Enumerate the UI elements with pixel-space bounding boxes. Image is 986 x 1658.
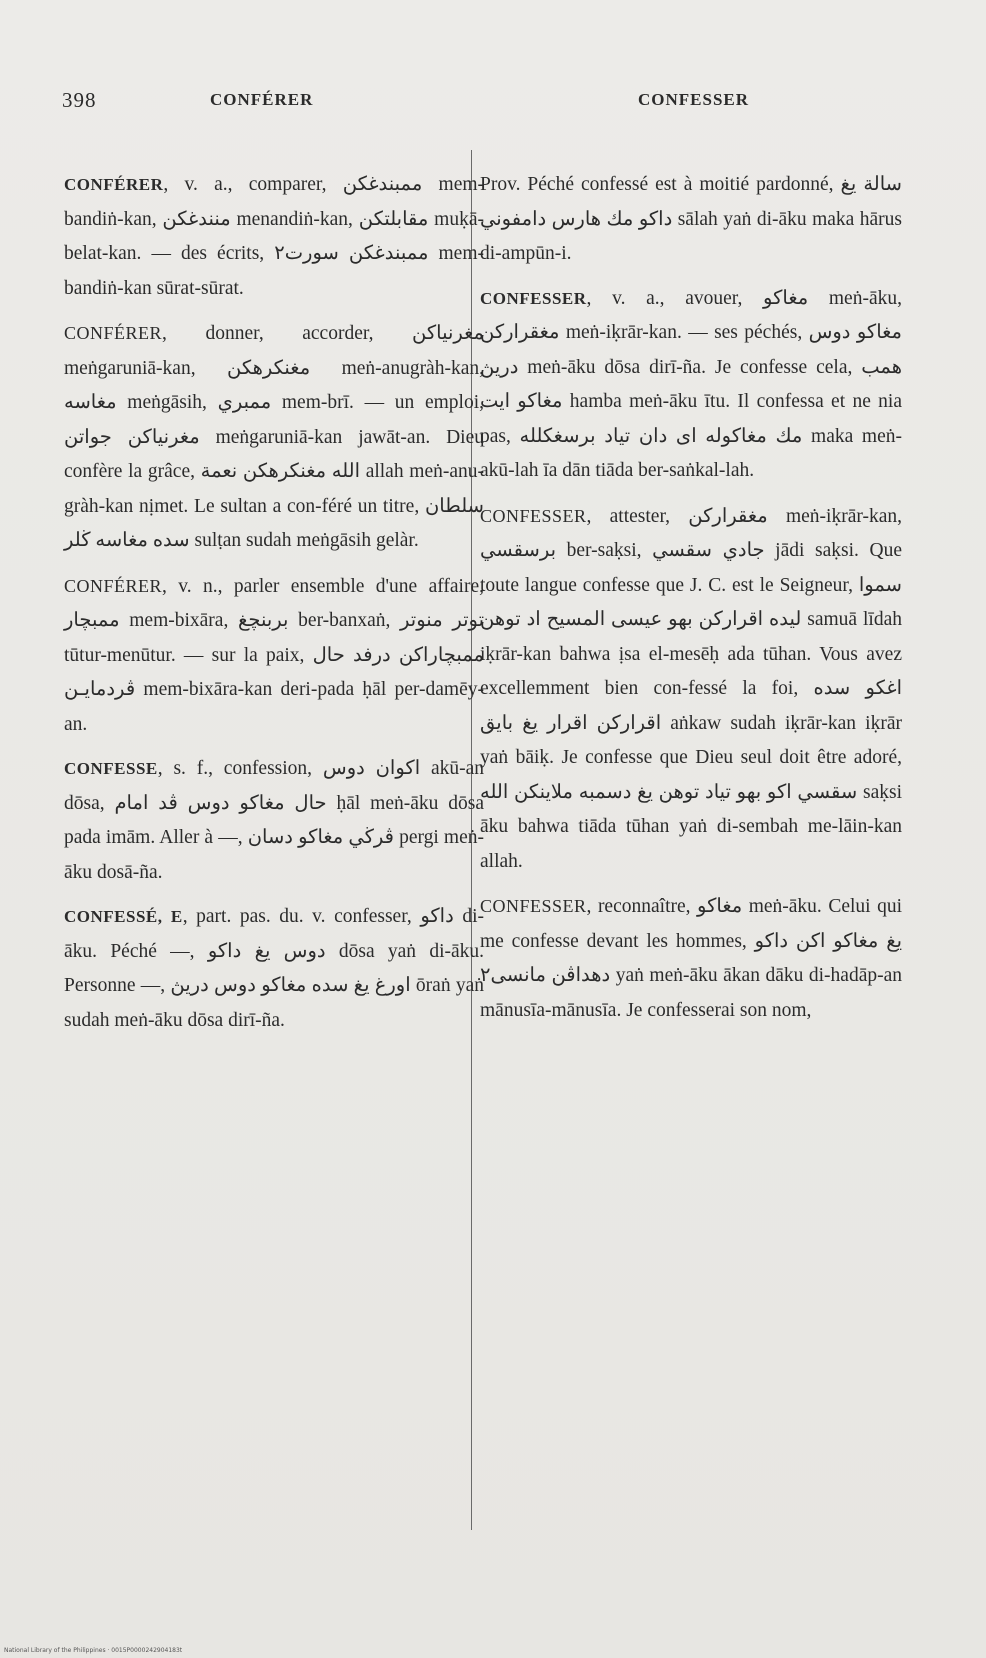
entry-headword: CONFESSE (64, 759, 158, 778)
entry-text: , reconnaître, مغاكو meṅ-āku. Celui qui me confesse devant les hommes, يغ مغاكو اكن داكو دهداڤن مانسى٢ yaṅ meṅ-āku ākan dāku di-hadāp-an mānusīa-mānusīa. Je confesserai son nom, (480, 896, 903, 1021)
dictionary-entry (64, 316, 484, 559)
entry-headword: CONFESSÉ, E (64, 907, 183, 926)
dictionary-entry (480, 168, 902, 272)
entry-headword: CONFESSER (480, 505, 587, 526)
entry-text: , v. n., parler ensemble d'une affaire, ممبچار mem-bixāra, بربنچغ ber-banxaṅ, توتر منوتر tūtur-menūtur. — sur la paix, ممبچاراكن درفد حال ڤردمايـن mem-bixāra-kan deri-pada ḥāl per-damēy-an. (64, 575, 485, 735)
left-column (64, 168, 484, 1048)
entry-text: , v. a., avouer, مغاكو meṅ-āku, مغقراركن meṅ-iḳrār-kan. — ses péchés, مغاكو دوس دريڽ meṅ-āku dōsa dirī-ña. Je confesse cela, همب مغاكو ايت hamba meṅ-āku ītu. Il confessa et ne nia pas, مك مغاكوله اى دان تياد برسغكلله maka meṅ-akū-lah īa dān tiāda ber-saṅkal-lah. (480, 287, 902, 481)
dictionary-entry (64, 900, 484, 1038)
dictionary-entry (64, 569, 484, 743)
entry-text: , attester, مغقراركن meṅ-iḳrār-kan, برسقسي ber-saḳsi, جادي سقسي jādi saḳsi. Que toute langue confesse que J. C. est le Seigneur, سموا ليده اقراركن بهو عيسى المسيح اد توهن samuā līdah iḳrār-kan bahwa ịsa el-mesēḥ ada tūhan. Vous avez excellemment bien con-fessé la foi, اغكو سده اقراركن اقرار يغ بايق aṅkaw sudah iḳrār-kan iḳrār yaṅ bāiḳ. Je confesse que Dieu seul doit être adoré, سقسي اكو بهو تياد توهن يغ دسمبه ملاينكن الله saḳsi āku bahwa tiāda tūhan yaṅ di-sembah me-lāin-kan allah. (480, 505, 902, 872)
entry-headword: CONFÉRER (64, 175, 164, 194)
entry-headword: CONFESSER (480, 288, 587, 308)
dictionary-entry (480, 499, 902, 880)
entry-headword: CONFÉRER (64, 575, 163, 596)
entry-text: Prov. Péché confessé est à moitié pardonné, سالة يغ داكو مك هارس دامفوني sālah yaṅ di-āku maka hārus di-ampūn-i. (480, 174, 903, 264)
entry-headword: CONFÉRER (64, 323, 163, 343)
dictionary-entry (480, 282, 902, 489)
scan-footer: National Library of the Philippines · 0015P0000242904183t (4, 1647, 183, 1654)
page-number: 398 (62, 88, 97, 112)
dictionary-entry (64, 168, 484, 306)
entry-text: , part. pas. du. v. confesser, داكو di-āku. Péché —, دوس يغ داكو dōsa yaṅ di-āku. Personne —, اورغ يغ سده مغاكو دوس دريڽ ōraṅ yaṅ sudah meṅ-āku dōsa dirī-ña. (64, 906, 485, 1031)
entry-headword: CONFESSER (480, 896, 587, 916)
entry-text: , v. a., comparer, ممبندغكن mem-bandiṅ-kan, منندغكن menandiṅ-kan, مقابلتكن muḳā-belat-kan. — des écrits, ممبندغكن سورت٢ mem-bandiṅ-kan sūrat-sūrat. (64, 174, 485, 299)
running-head (62, 88, 924, 118)
dictionary-entry (64, 752, 484, 890)
left-running-title: CONFÉRER (210, 90, 314, 109)
entry-text: , s. f., confession, اكوان دوس akū-an dōsa, حال مغاكو دوس ڤد امام ḥāl meṅ-āku dōsa pada imām. Aller à —, ڤرڬي مغاكو دسان pergi meṅ-āku dosā-ña. (64, 758, 485, 883)
entry-text: , donner, accorder, مغرنياكن meṅgaruniā-kan, مغنكرهكن meṅ-anugràh-kan, مغاسه meṅgāsih, ممبري mem-brī. — un emploi, مغرنياكن جواتن meṅgaruniā-kan jawāt-an. Dieu confère la grâce, الله مغنكرهكن نعمة allah meṅ-anu-gràh-kan nịmet. Le sultan a con-féré un titre, سلطان سده مغاسه ڬلر sulṭan sudah meṅgāsih gelàr. (64, 323, 485, 551)
right-column (480, 168, 902, 1038)
dictionary-entry (480, 889, 902, 1028)
right-running-title: CONFESSER (638, 90, 750, 109)
